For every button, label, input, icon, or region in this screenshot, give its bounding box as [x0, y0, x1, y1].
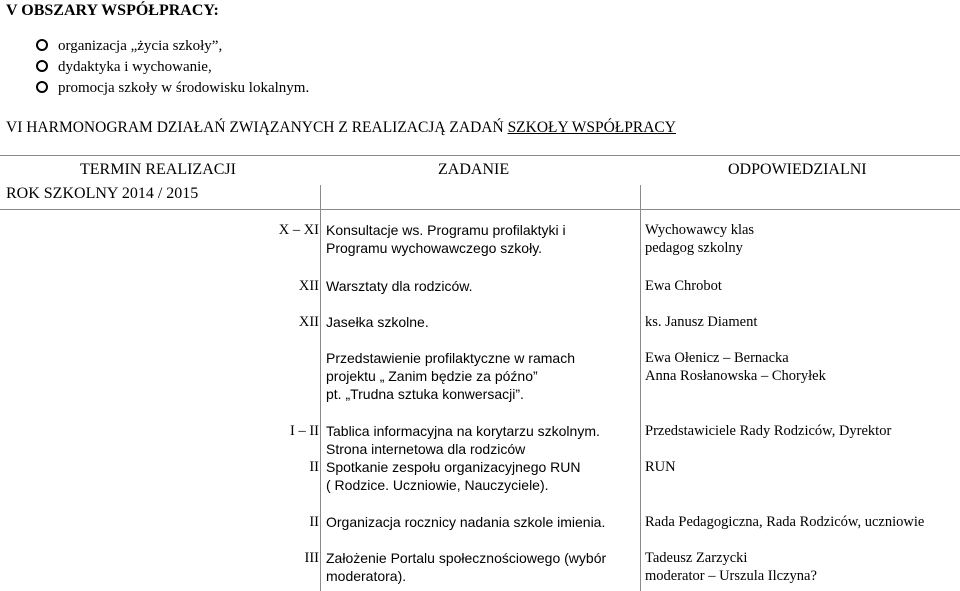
- list-item: promocja szkoły w środowisku lokalnym.: [36, 78, 309, 98]
- header-term: TERMIN REALIZACJI: [80, 161, 236, 178]
- bullet-icon: [36, 39, 48, 51]
- table-divider: [320, 185, 321, 591]
- bullet-icon: [36, 81, 48, 93]
- table-row-responsible: Ewa Chrobot: [645, 278, 722, 294]
- header-task: ZADANIE: [438, 161, 510, 178]
- table-row-task: Przedstawienie profilaktyczne w ramach projektu „ Zanim będzie za późno” pt. „Trudna sztuka konwersacji”.: [326, 350, 575, 402]
- table-row-term: I – II: [290, 423, 319, 439]
- table-row-task: Konsultacje ws. Programu profilaktyki i Programu wychowawczego szkoły.: [326, 222, 566, 256]
- table-row-task: Jasełka szkolne.: [326, 314, 429, 330]
- table-row-task: Spotkanie zespołu organizacyjnego RUN ( Rodzice. Uczniowie, Nauczyciele).: [326, 459, 581, 493]
- list-item: organizacja „życia szkoły”,: [36, 36, 222, 56]
- table-row-responsible: Ewa Ołenicz – Bernacka Anna Rosłanowska – Choryłek: [645, 350, 826, 384]
- table-row-responsible: Rada Pedagogiczna, Rada Rodziców, uczniowie: [645, 514, 925, 530]
- table-row-responsible: Wychowawcy klas pedagog szkolny: [645, 222, 755, 256]
- table-row-term: III: [304, 550, 319, 566]
- table-row-task: Organizacja rocznicy nadania szkole imienia.: [326, 514, 606, 530]
- table-row-term: XII: [298, 314, 319, 330]
- table-divider: [640, 185, 641, 591]
- table-row-term: II: [309, 459, 319, 475]
- bullet-icon: [36, 60, 48, 72]
- table-row-responsible: Tadeusz Zarzycki moderator – Urszula Ilczyna?: [645, 550, 817, 584]
- section-5-title: V OBSZARY WSPÓŁPRACY:: [6, 2, 219, 19]
- table-row-task: Warsztaty dla rodziców.: [326, 278, 473, 294]
- table-row-term: II: [309, 514, 319, 530]
- table-divider: [0, 155, 960, 156]
- table-divider: [0, 209, 960, 210]
- table-row-task: Założenie Portalu społecznościowego (wybór moderatora).: [326, 550, 607, 584]
- table-row-responsible: Przedstawiciele Rady Rodziców, Dyrektor: [645, 423, 892, 439]
- table-row-responsible: RUN: [645, 459, 676, 475]
- table-row-term: XII: [298, 278, 319, 294]
- section-6-title: VI HARMONOGRAM DZIAŁAŃ ZWIĄZANYCH Z REALIZACJĄ ZADAŃ SZKOŁY WSPÓŁPRACY: [6, 119, 676, 136]
- table-row-term: X – XI: [278, 222, 319, 238]
- list-item: dydaktyka i wychowanie,: [36, 57, 212, 77]
- table-row-responsible: ks. Janusz Diament: [645, 314, 758, 330]
- school-year-label: ROK SZKOLNY 2014 / 2015: [6, 185, 199, 202]
- table-row-task: Tablica informacyjna na korytarzu szkolnym. Strona internetowa dla rodziców: [326, 423, 600, 457]
- header-responsible: ODPOWIEDZIALNI: [728, 161, 867, 178]
